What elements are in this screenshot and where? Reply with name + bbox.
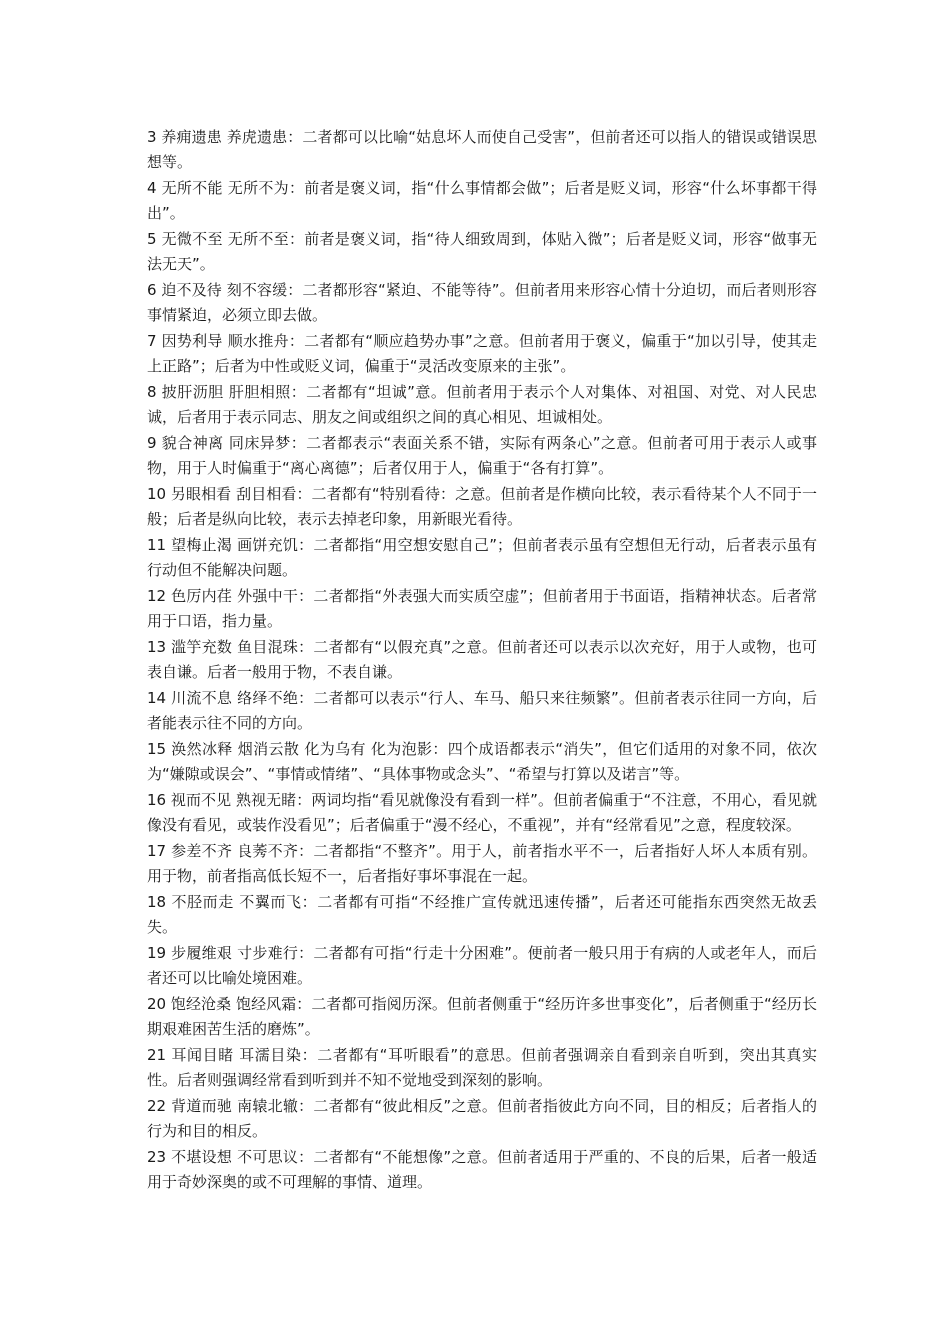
idiom-comparison-list: [147, 125, 817, 1196]
idiom-entry-12: 12 色厉内荏 外强中干：二者都指“外表强大而实质空虚”；但前者用于书面语，指精神状态。后者常用于口语，指力量。: [147, 587, 817, 630]
idiom-entry-18: 18 不胫而走 不翼而飞：二者都有可指“不经推广宣传就迅速传播”，后者还可能指东西突然无故丢失。: [147, 893, 817, 936]
idiom-entry-3: 3 养痈遗患 养虎遗患：二者都可以比喻“姑息坏人而使自己受害”，但前者还可以指人的错误或错误思想等。: [147, 128, 817, 171]
idiom-entry-10: 10 另眼相看 刮目相看：二者都有“特别看待：之意。但前者是作横向比较，表示看待某个人不同于一般；后者是纵向比较，表示去掉老印象，用新眼光看待。: [147, 485, 817, 528]
idiom-entry-21: 21 耳闻目睹 耳濡目染：二者都有“耳听眼看”的意思。但前者强调亲自看到亲自听到，突出其真实性。后者则强调经常看到听到并不知不觉地受到深刻的影响。: [147, 1046, 817, 1089]
idiom-entry-8: 8 披肝沥胆 肝胆相照：二者都有“坦诚”意。但前者用于表示个人对集体、对祖国、对党、对人民忠诚，后者用于表示同志、朋友之间或组织之间的真心相见、坦诚相处。: [147, 383, 817, 426]
idiom-entry-19: 19 步履维艰 寸步难行：二者都有可指“行走十分困难”。便前者一般只用于有病的人或老年人，而后者还可以比喻处境困难。: [147, 944, 817, 987]
idiom-entry-16: 16 视而不见 熟视无睹：两词均指“看见就像没有看到一样”。但前者偏重于“不注意，不用心，看见就像没有看见，或装作没看见”；后者偏重于“漫不经心，不重视”，并有“经常看见”之意，程度较深。: [147, 791, 817, 834]
idiom-entry-23: 23 不堪设想 不可思议：二者都有“不能想像”之意。但前者适用于严重的、不良的后果，后者一般适用于奇妙深奥的或不可理解的事情、道理。: [147, 1148, 817, 1191]
idiom-entry-5: 5 无微不至 无所不至：前者是褒义词，指“待人细致周到，体贴入微”；后者是贬义词，形容“做事无法无天”。: [147, 230, 817, 273]
idiom-entry-15: 15 涣然冰释 烟消云散 化为乌有 化为泡影：四个成语都表示“消失”，但它们适用的对象不同，依次为“嫌隙或误会”、“事情或情绪”、“具体事物或念头”、“希望与打算以及诺言”等。: [147, 740, 817, 783]
idiom-entry-17: 17 参差不齐 良莠不齐：二者都指“不整齐”。用于人，前者指水平不一，后者指好人坏人本质有别。用于物，前者指高低长短不一，后者指好事坏事混在一起。: [147, 842, 817, 885]
idiom-entry-22: 22 背道而驰 南辕北辙：二者都有“彼此相反”之意。但前者指彼此方向不同，目的相反；后者指人的行为和目的相反。: [147, 1097, 817, 1140]
idiom-entry-11: 11 望梅止渴 画饼充饥：二者都指“用空想安慰自己”；但前者表示虽有空想但无行动，后者表示虽有行动但不能解决问题。: [147, 536, 817, 579]
idiom-entry-7: 7 因势利导 顺水推舟：二者都有“顺应趋势办事”之意。但前者用于褒义，偏重于“加以引导，使其走上正路”；后者为中性或贬义词，偏重于“灵活改变原来的主张”。: [147, 332, 817, 375]
idiom-entry-9: 9 貌合神离 同床异梦：二者都表示“表面关系不错，实际有两条心”之意。但前者可用于表示人或事物，用于人时偏重于“离心离德”；后者仅用于人，偏重于“各有打算”。: [147, 434, 817, 477]
idiom-entry-4: 4 无所不能 无所不为：前者是褒义词，指“什么事情都会做”；后者是贬义词，形容“什么坏事都干得出”。: [147, 179, 817, 222]
idiom-entry-13: 13 滥竽充数 鱼目混珠：二者都有“以假充真”之意。但前者还可以表示以次充好，用于人或物，也可表自谦。后者一般用于物，不表自谦。: [147, 638, 817, 681]
idiom-entry-20: 20 饱经沧桑 饱经风霜：二者都可指阅历深。但前者侧重于“经历许多世事变化”，后者侧重于“经历长期艰难困苦生活的磨炼”。: [147, 995, 817, 1038]
idiom-entry-14: 14 川流不息 络绎不绝：二者都可以表示“行人、车马、船只来往频繁”。但前者表示往同一方向，后者能表示往不同的方向。: [147, 689, 817, 732]
idiom-entry-6: 6 迫不及待 刻不容缓：二者都形容“紧迫、不能等待”。但前者用来形容心情十分迫切，而后者则形容事情紧迫，必须立即去做。: [147, 281, 817, 324]
